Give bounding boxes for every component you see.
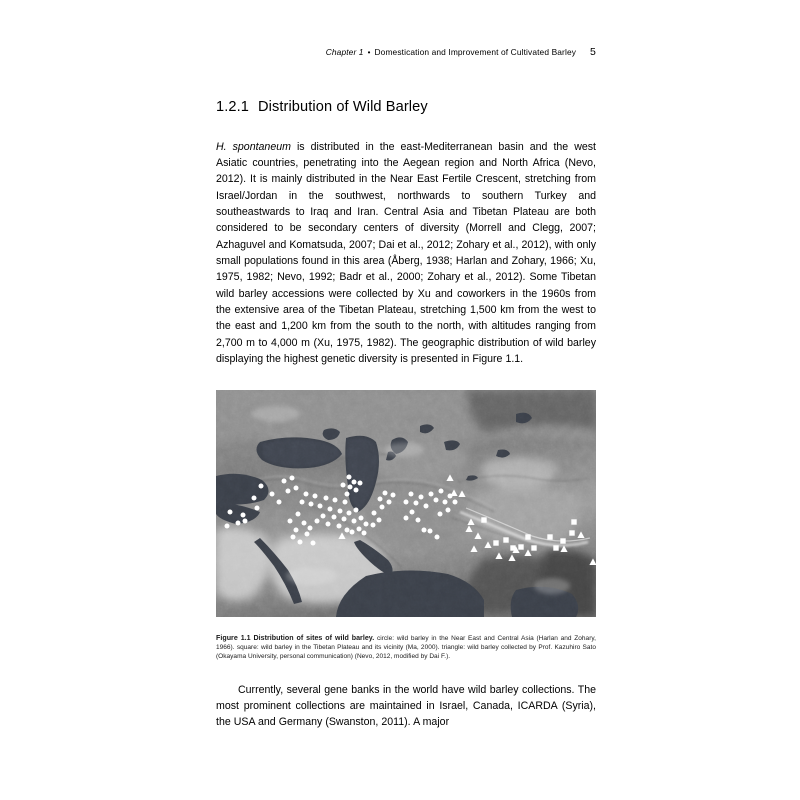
marker-circle (291, 535, 296, 540)
marker-circle (371, 523, 376, 528)
marker-circle (348, 485, 353, 490)
marker-circle (333, 498, 338, 503)
marker-circle (294, 486, 299, 491)
marker-circle (352, 519, 357, 524)
marker-circle (298, 540, 303, 545)
marker-circle (414, 501, 419, 506)
section-heading (216, 99, 428, 115)
marker-circle (347, 511, 352, 516)
marker-circle (404, 516, 409, 521)
marker-circle (328, 507, 333, 512)
marker-circle (409, 492, 414, 497)
marker-square (560, 538, 565, 543)
marker-circle (352, 480, 357, 485)
marker-circle (288, 519, 293, 524)
marker-circle (377, 518, 382, 523)
running-head-chapter: Chapter 1 (325, 47, 364, 57)
running-head (216, 46, 596, 62)
marker-circle (422, 528, 427, 533)
marker-circle (372, 511, 377, 516)
marker-circle (259, 484, 264, 489)
marker-circle (252, 496, 257, 501)
figure-caption-title: Figure 1.1 Distribution of sites of wild barley. (216, 633, 375, 642)
section-title: Distribution of Wild Barley (257, 99, 428, 115)
marker-circle (225, 524, 230, 529)
marker-circle (321, 514, 326, 519)
marker-circle (345, 528, 350, 533)
figure-caption-body: circle: wild barley in the Near East and Central Asia (Harlan and Zohary, 1966). square: wild barley in the Tibetan Plateau and its vicinity (Ma, 2000). triangle: wild barley collected by Prof. Kazuhiro Sato (Okayama University, personal communication) (Nevo, 2012, modified by Dai F.). (216, 634, 596, 660)
marker-circle (341, 483, 346, 488)
marker-circle (419, 495, 424, 500)
page-number: 5 (590, 46, 596, 58)
marker-circle (302, 521, 307, 526)
marker-circle (378, 497, 383, 502)
marker-circle (309, 502, 314, 507)
marker-circle (294, 528, 299, 533)
figure-caption (216, 634, 596, 662)
marker-circle (435, 535, 440, 540)
marker-circle (416, 518, 421, 523)
body-paragraph-2: Currently, several gene banks in the world have wild barley collections. The most prominent collections are maintained in Israel, Canada, ICARDA (Syria), the USA and Germany (Swanston, 2011). A major (216, 683, 596, 729)
marker-circle (296, 512, 301, 517)
running-head-title: Domestication and Improvement of Cultivated Barley (374, 47, 577, 57)
marker-circle (270, 492, 275, 497)
satellite-map-svg (216, 390, 596, 617)
marker-circle (359, 516, 364, 521)
marker-circle (424, 504, 429, 509)
marker-circle (305, 532, 310, 537)
marker-circle (241, 513, 246, 518)
marker-circle (324, 496, 329, 501)
running-head-separator: • (367, 47, 371, 57)
marker-circle (304, 492, 309, 497)
marker-circle (383, 491, 388, 496)
marker-circle (286, 489, 291, 494)
marker-circle (236, 521, 241, 526)
marker-circle (357, 527, 362, 532)
marker-circle (347, 475, 352, 480)
body-paragraph-1 (216, 139, 596, 368)
marker-circle (243, 519, 248, 524)
marker-circle (313, 494, 318, 499)
marker-circle (332, 515, 337, 520)
marker-square (571, 519, 576, 524)
marker-circle (387, 500, 392, 505)
marker-circle (429, 492, 434, 497)
marker-square (553, 545, 558, 550)
marker-square (481, 517, 486, 522)
marker-circle (410, 510, 415, 515)
marker-circle (255, 506, 260, 511)
marker-square (503, 537, 508, 542)
marker-circle (282, 479, 287, 484)
marker-circle (326, 522, 331, 527)
marker-circle (391, 493, 396, 498)
body-paragraph-1-text: is distributed in the east-Mediterranean basin and the west Asiatic countries, penetrating into the Aegean region and North Africa (Nevo, 2012). It is mainly distributed in the Near East Fertile Crescent, stretching from Israel/Jordan in the southwest, northwards to southern Turkey and southeastwards to Iraq and Iran. Central Asia and Tibetan Plateau are both considered to be secondary centers of diversity (Morrell and Clegg, 2007; Azhaguvel and Komatsuda, 2007; Dai et al., 2012; Zohary et al., 2012), with only small populations found in this area (Åberg, 1938; Harlan and Zohary, 1966; Xu, 1975, 1982; Nevo, 1992; Badr et al., 2000; Zohary et al., 2012). Some Tibetan wild barley accessions were collected by Xu and coworkers in the 1960s from the extensive area of the Tibetan Plateau, stretching 1,500 km from the west to the east and 1,200 km from the south to the north, with altitudes ranging from 2,700 m to 4,000 m (Xu, 1975, 1982). The geographic distribution of wild barley displaying the highest genetic diversity is presented in Figure 1.1. (216, 140, 597, 366)
marker-circle (338, 509, 343, 514)
marker-circle (362, 531, 367, 536)
marker-square (569, 530, 574, 535)
marker-circle (318, 504, 323, 509)
marker-circle (443, 500, 448, 505)
species-name-italic: H. spontaneum (216, 140, 291, 153)
marker-circle (277, 500, 282, 505)
marker-circle (308, 526, 313, 531)
marker-circle (439, 489, 444, 494)
marker-circle (228, 510, 233, 515)
marker-circle (354, 488, 359, 493)
marker-circle (342, 517, 347, 522)
marker-square (547, 534, 552, 539)
marker-circle (380, 505, 385, 510)
marker-circle (434, 498, 439, 503)
marker-square (525, 534, 530, 539)
marker-circle (300, 500, 305, 505)
marker-circle (345, 492, 350, 497)
marker-square (518, 544, 523, 549)
marker-circle (350, 530, 355, 535)
marker-circle (311, 541, 316, 546)
marker-circle (404, 500, 409, 505)
marker-circle (453, 500, 458, 505)
figure-1-1-image (216, 390, 596, 617)
marker-circle (364, 522, 369, 527)
marker-circle (428, 529, 433, 534)
section-number: 1.2.1 (216, 99, 249, 115)
marker-circle (446, 508, 451, 513)
marker-circle (358, 481, 363, 486)
marker-circle (343, 500, 348, 505)
marker-square (531, 545, 536, 550)
marker-circle (315, 519, 320, 524)
marker-square (493, 540, 498, 545)
marker-circle (354, 508, 359, 513)
marker-circle (337, 524, 342, 529)
marker-circle (438, 512, 443, 517)
marker-circle (290, 476, 295, 481)
